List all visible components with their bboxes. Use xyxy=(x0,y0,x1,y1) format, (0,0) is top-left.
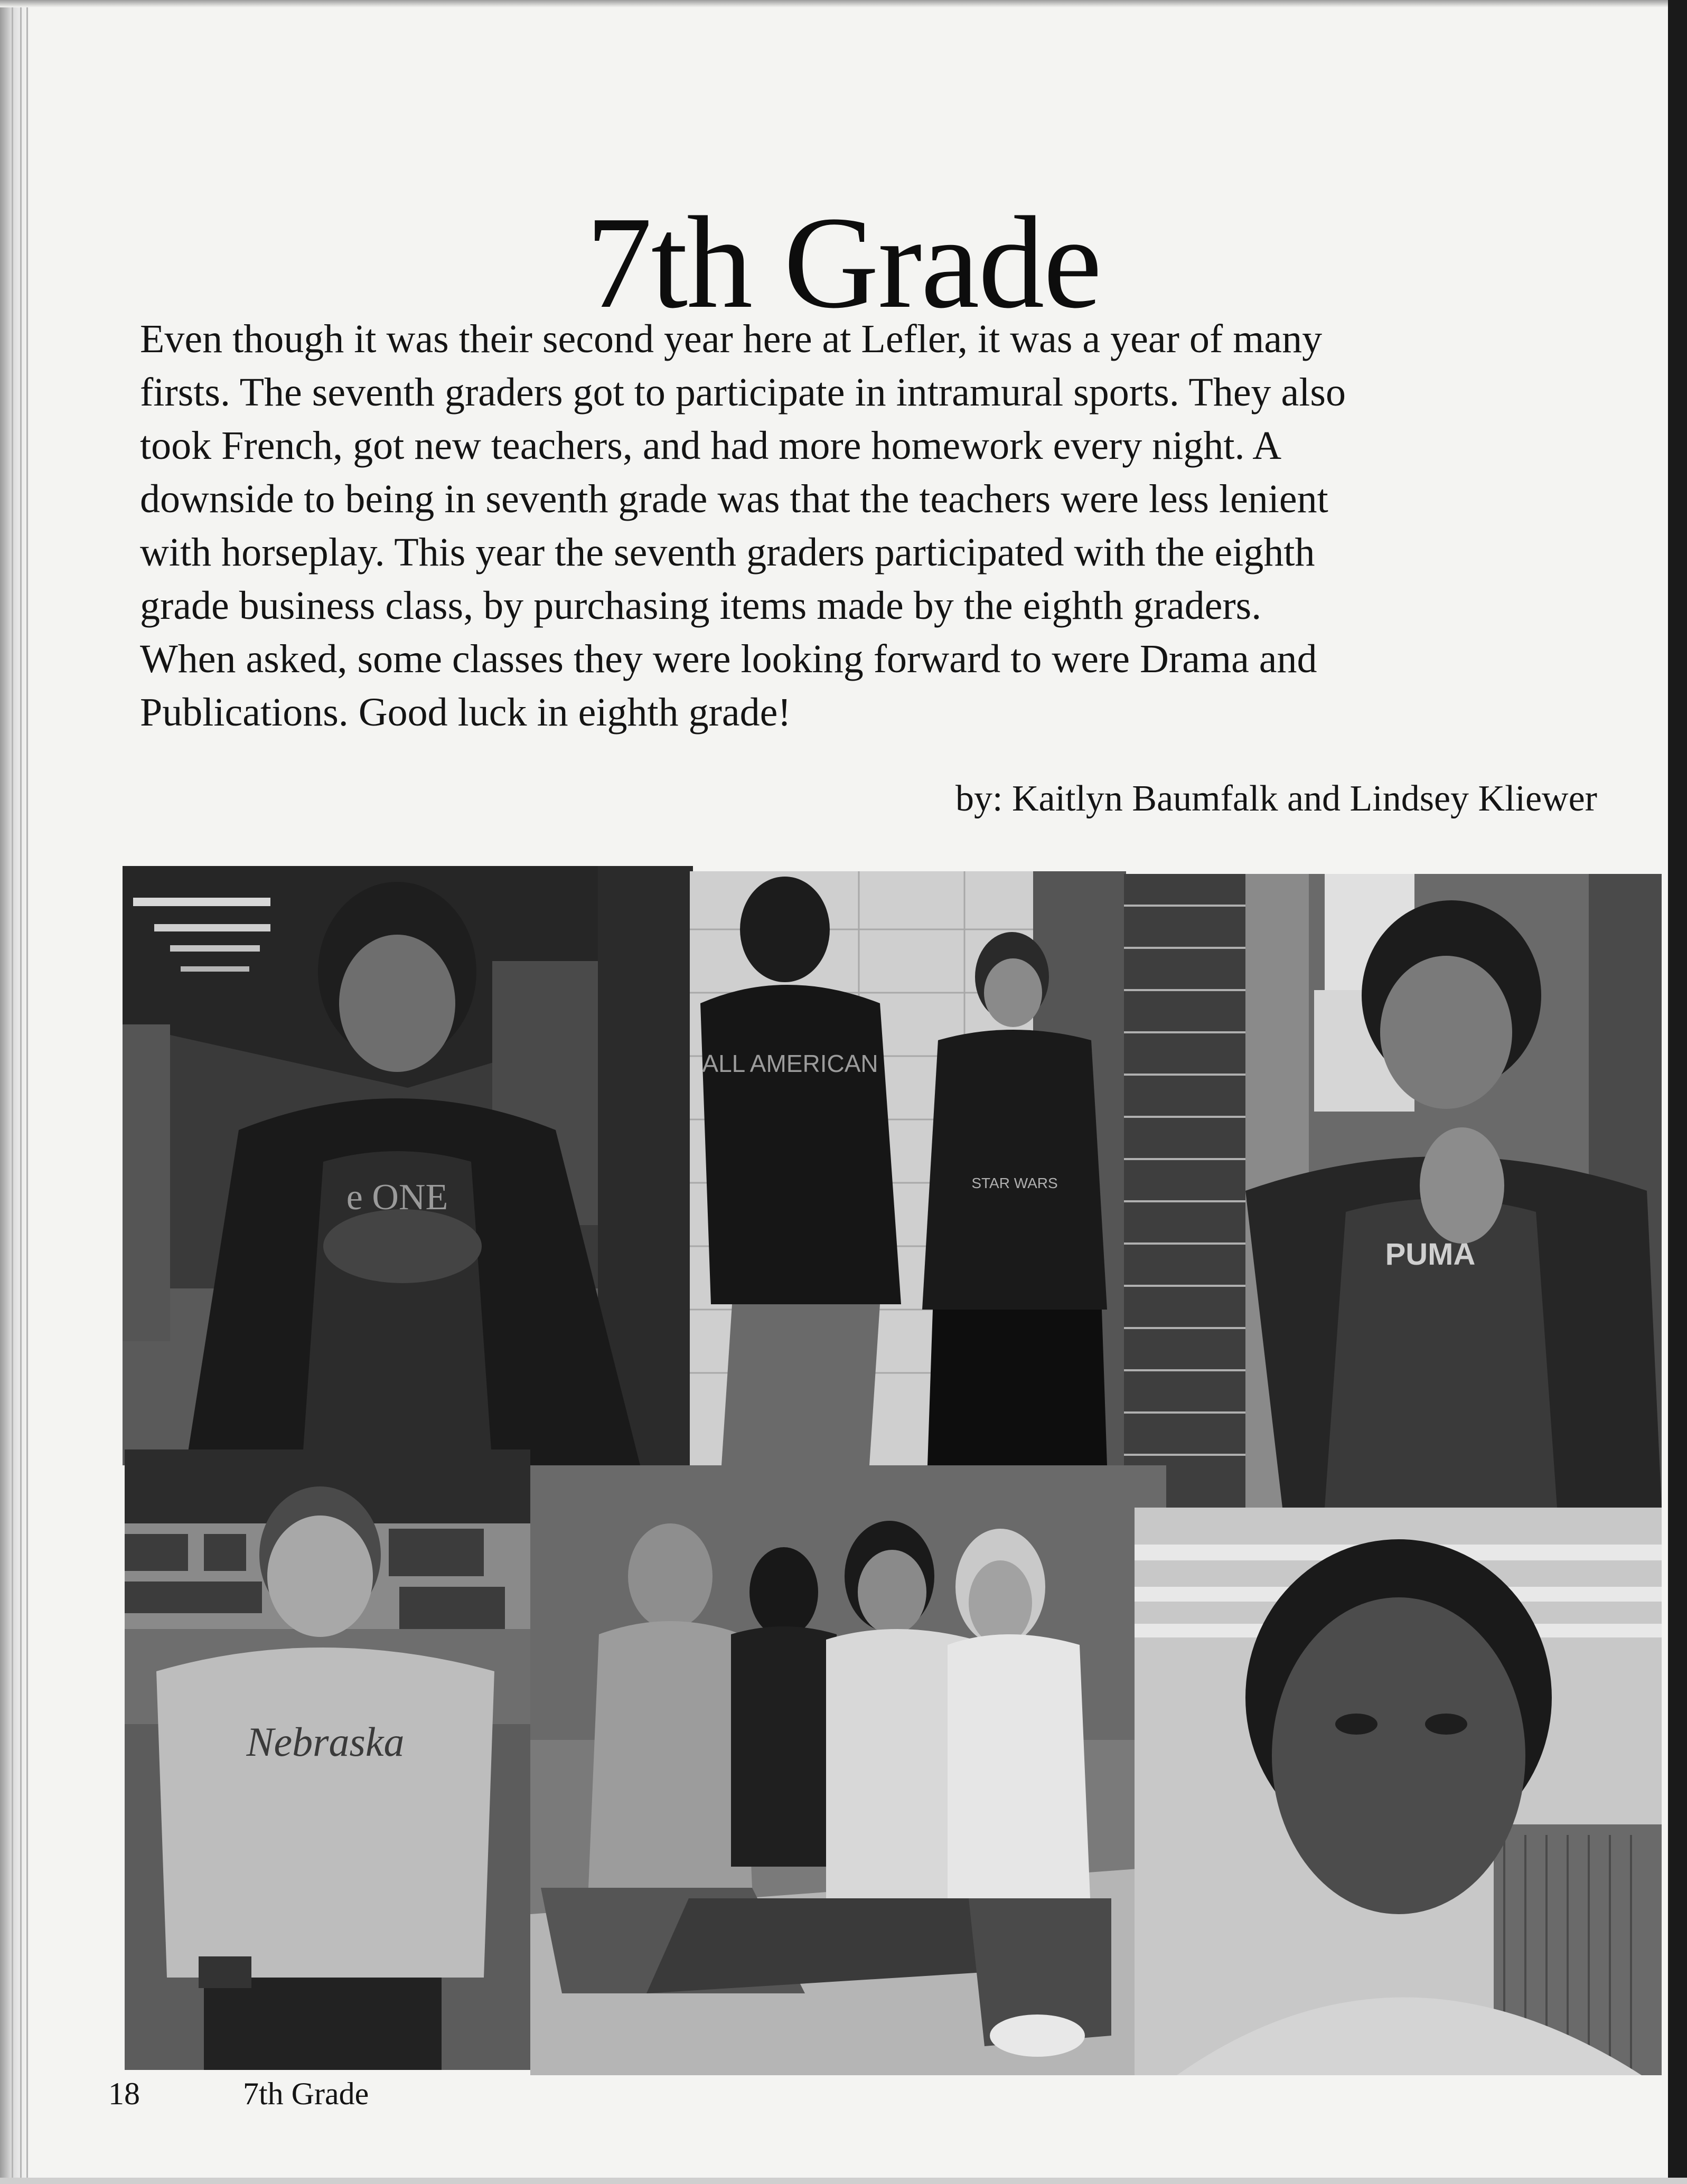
article-line: downside to being in seventh grade was that the teachers were less lenient xyxy=(140,477,1328,521)
photo-text: ALL AMERICAN xyxy=(702,1050,878,1077)
photo-locker-students xyxy=(690,871,1126,1465)
footer-section-label: 7th Grade xyxy=(243,2076,369,2111)
photo-text: Nebraska xyxy=(246,1719,405,1765)
photo-text: PUMA xyxy=(1385,1237,1476,1272)
article-byline: by: Kaitlyn Baumfalk and Lindsey Kliewer xyxy=(955,778,1597,819)
photo-text: e ONE xyxy=(346,1177,448,1218)
photo-closeup-student xyxy=(1135,1508,1662,2075)
article-line: took French, got new teachers, and had more homework every night. A xyxy=(140,423,1282,468)
photo-brick-wall-student xyxy=(1124,874,1662,1508)
photo-library-student xyxy=(125,1449,530,2070)
article-line: with horseplay. This year the seventh graders participated with the eighth xyxy=(140,530,1315,575)
page-number: 18 xyxy=(108,2076,140,2111)
photo-group-outdoors xyxy=(530,1465,1166,2075)
article-line: When asked, some classes they were looking forward to were Drama and xyxy=(140,637,1317,681)
article-line: Even though it was their second year here at Lefler, it was a year of many xyxy=(140,317,1323,361)
scan-top-edge xyxy=(0,0,1687,7)
page-title: 7th Grade xyxy=(586,189,1101,336)
article-line: firsts. The seventh graders got to participate in intramural sports. They also xyxy=(140,370,1346,415)
photo-text: STAR WARS xyxy=(971,1175,1058,1191)
article-line: grade business class, by purchasing items made by the eighth graders. xyxy=(140,583,1262,628)
article-line: Publications. Good luck in eighth grade! xyxy=(140,690,791,735)
scan-bottom-edge xyxy=(0,2178,1687,2184)
article-body xyxy=(140,313,1619,739)
photo-hallway-student xyxy=(123,866,693,1465)
